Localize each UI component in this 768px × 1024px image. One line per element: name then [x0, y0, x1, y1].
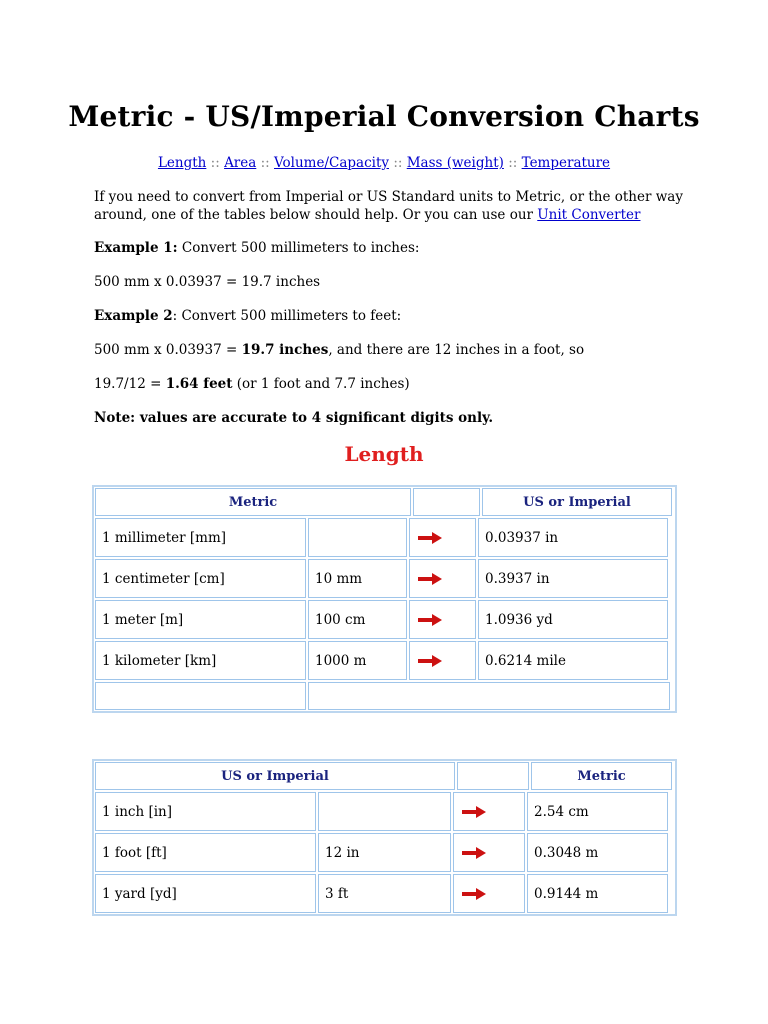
example1-label: Example 1: — [94, 240, 178, 256]
equivalent-cell — [318, 792, 451, 831]
metric-unit-cell: 1 millimeter [mm] — [95, 518, 306, 557]
example2-calc — [94, 341, 684, 359]
metric-value-cell: 0.9144 m — [527, 874, 668, 913]
imperial-unit-cell: 1 foot [ft] — [95, 833, 316, 872]
metric-unit-cell: 1 centimeter [cm] — [95, 559, 306, 598]
table-header-metric: Metric — [531, 762, 672, 790]
table-row — [94, 640, 675, 681]
equivalent-cell: 10 mm — [308, 559, 407, 598]
metric-value-cell: 0.3048 m — [527, 833, 668, 872]
intro-paragraph — [94, 188, 684, 224]
table-header-blank — [413, 488, 480, 516]
metric-value-cell: 2.54 cm — [527, 792, 668, 831]
accuracy-note: Note: values are accurate to 4 significant digits only. — [94, 410, 494, 426]
equivalent-cell: 3 ft — [318, 874, 451, 913]
arrow-cell — [453, 833, 525, 872]
table-header-imperial: US or Imperial — [95, 762, 455, 790]
right-arrow-icon — [418, 532, 442, 544]
intro-text: If you need to convert from Imperial or US Standard units to Metric, or the other way around, one of the tables below should help. Or you can use our — [94, 189, 683, 223]
equivalent-cell: 1000 m — [308, 641, 407, 680]
table-row — [94, 791, 675, 832]
example2-calc-pre: 500 mm x 0.03937 = — [94, 342, 242, 358]
nav-separator: :: — [393, 155, 403, 171]
metric-to-imperial-table — [92, 485, 677, 713]
table-row — [94, 873, 675, 914]
imperial-value-cell: 1.0936 yd — [478, 600, 668, 639]
arrow-cell — [409, 600, 476, 639]
right-arrow-icon — [418, 573, 442, 585]
empty-cell — [308, 682, 670, 710]
arrow-cell — [409, 518, 476, 557]
nav-link-area[interactable]: Area — [224, 155, 257, 171]
unit-converter-link[interactable]: Unit Converter — [537, 207, 641, 223]
right-arrow-icon — [462, 806, 486, 818]
table-header-imperial: US or Imperial — [482, 488, 672, 516]
imperial-unit-cell: 1 yard [yd] — [95, 874, 316, 913]
example1-text: Convert 500 millimeters to inches: — [177, 240, 420, 256]
table-row — [94, 517, 675, 558]
page-title: Metric - US/Imperial Conversion Charts — [68, 100, 700, 133]
arrow-cell — [409, 641, 476, 680]
right-arrow-icon — [462, 888, 486, 900]
example2-calc2-post: (or 1 foot and 7.7 inches) — [232, 376, 410, 392]
example2-calc2 — [94, 375, 684, 393]
table-header-metric: Metric — [95, 488, 411, 516]
nav-link-temperature[interactable]: Temperature — [521, 155, 611, 171]
example2-label: Example 2 — [94, 308, 173, 324]
section-nav — [0, 155, 768, 171]
example1-line — [94, 239, 684, 257]
arrow-cell — [453, 874, 525, 913]
example2-calc2-result: 1.64 feet — [165, 376, 233, 392]
imperial-value-cell: 0.3937 in — [478, 559, 668, 598]
equivalent-cell: 12 in — [318, 833, 451, 872]
table-row — [94, 832, 675, 873]
imperial-value-cell: 0.6214 mile — [478, 641, 668, 680]
nav-link-length[interactable]: Length — [157, 155, 207, 171]
empty-cell — [95, 682, 306, 710]
section-title-length: Length — [344, 442, 424, 466]
example2-text: : Convert 500 millimeters to feet: — [172, 308, 402, 324]
metric-unit-cell: 1 meter [m] — [95, 600, 306, 639]
nav-separator: :: — [210, 155, 220, 171]
nav-link-volume[interactable]: Volume/Capacity — [274, 155, 390, 171]
arrow-cell — [453, 792, 525, 831]
example2-calc-result: 19.7 inches — [241, 342, 329, 358]
example2-line — [94, 307, 684, 325]
right-arrow-icon — [418, 614, 442, 626]
nav-link-mass[interactable]: Mass (weight) — [406, 155, 504, 171]
equivalent-cell — [308, 518, 407, 557]
arrow-cell — [409, 559, 476, 598]
table-header-row — [94, 487, 675, 517]
table-header-blank — [457, 762, 529, 790]
table-row — [94, 558, 675, 599]
imperial-value-cell: 0.03937 in — [478, 518, 668, 557]
example2-calc-post: , and there are 12 inches in a foot, so — [328, 342, 585, 358]
metric-unit-cell: 1 kilometer [km] — [95, 641, 306, 680]
table-empty-row — [94, 681, 675, 711]
right-arrow-icon — [462, 847, 486, 859]
example1-calc: 500 mm x 0.03937 = 19.7 inches — [94, 274, 321, 290]
equivalent-cell: 100 cm — [308, 600, 407, 639]
example2-calc2-pre: 19.7/12 = — [94, 376, 166, 392]
table-header-row — [94, 761, 675, 791]
table-row — [94, 599, 675, 640]
nav-separator: :: — [508, 155, 518, 171]
nav-separator: :: — [260, 155, 270, 171]
imperial-to-metric-table — [92, 759, 677, 916]
right-arrow-icon — [418, 655, 442, 667]
imperial-unit-cell: 1 inch [in] — [95, 792, 316, 831]
